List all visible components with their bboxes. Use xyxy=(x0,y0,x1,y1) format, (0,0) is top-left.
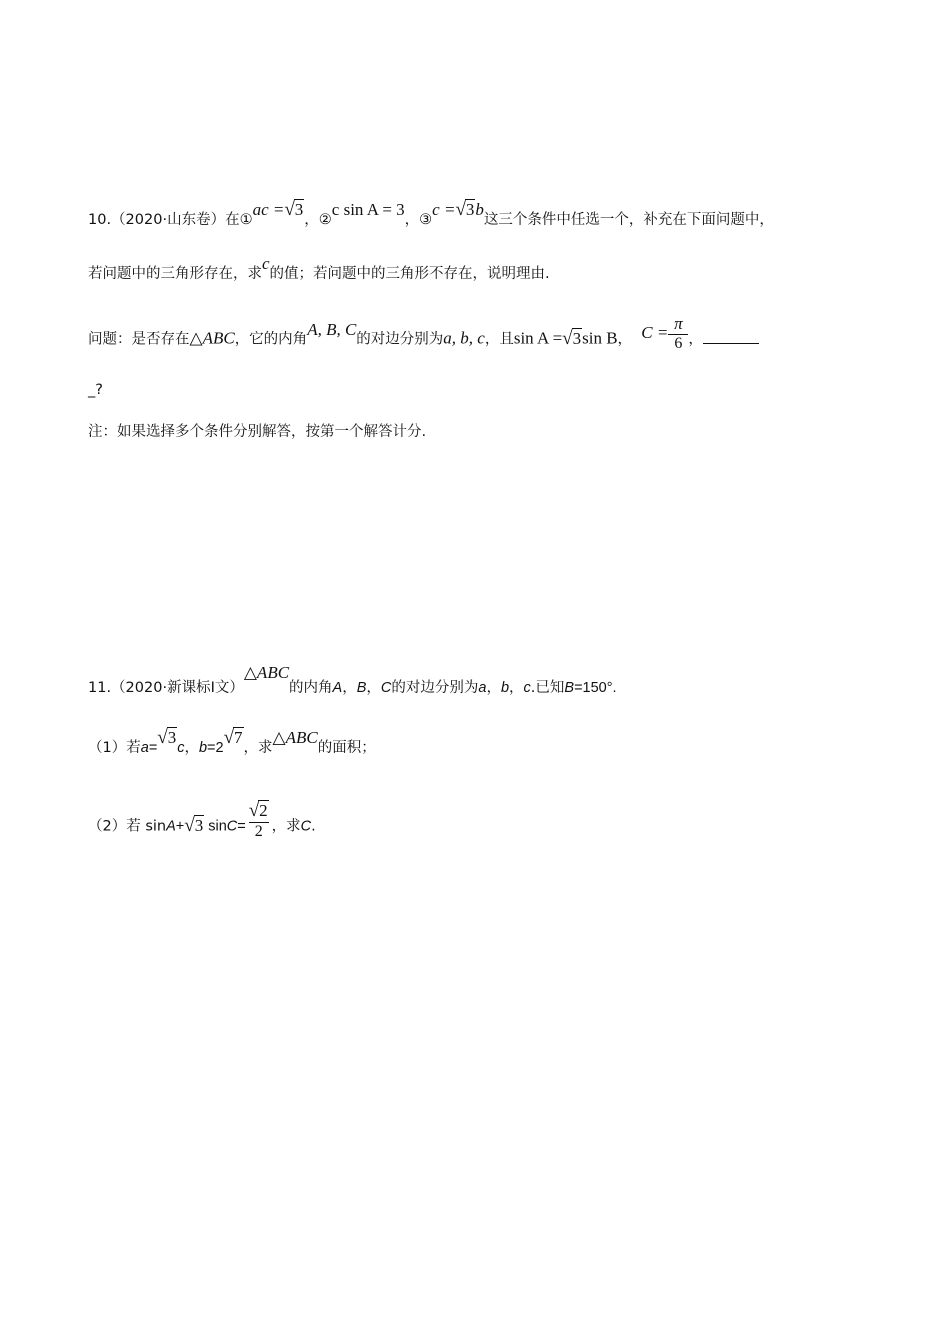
eq: = xyxy=(148,740,158,756)
plus: + xyxy=(175,818,185,835)
blank-continuation: _? xyxy=(88,382,103,398)
comma: ， xyxy=(366,680,381,696)
sin: sin xyxy=(204,818,227,835)
period: . xyxy=(311,818,316,835)
sin-a: sin A = xyxy=(513,328,563,348)
text: .已知 xyxy=(530,680,565,696)
var-C: C xyxy=(226,818,238,835)
q11-part1 xyxy=(88,727,376,758)
eq: = xyxy=(237,818,246,835)
text: 若问题中的三角形存在，求 xyxy=(88,266,262,282)
sqrt-3: √3 xyxy=(157,727,177,748)
var-A: A xyxy=(166,818,176,835)
q10-line3 xyxy=(88,314,759,359)
sep: ，③ xyxy=(404,212,433,228)
sides: a, b, c xyxy=(443,328,485,348)
text: 的内角 xyxy=(289,680,333,696)
sin-b: sin B xyxy=(582,328,618,348)
c-eq: C = xyxy=(641,322,669,342)
note-text: 注：如果选择多个条件分别解答，按第一个解答计分. xyxy=(88,424,427,440)
var-C: C xyxy=(300,818,312,835)
triangle-abc: △ABC xyxy=(272,728,318,747)
text: （2）若 sin xyxy=(88,818,167,835)
comma: ， xyxy=(688,331,703,348)
text: ，它的内角 xyxy=(234,331,308,348)
text: （1）若 xyxy=(88,740,141,756)
text: 问题：是否存在 xyxy=(88,331,190,348)
var-A: A xyxy=(332,680,343,696)
var-C: C xyxy=(380,680,392,696)
q10-line4 xyxy=(88,382,103,398)
var-c: c xyxy=(262,254,270,273)
text: 的值；若问题中的三角形不存在，说明理由. xyxy=(269,266,550,282)
comma: ， xyxy=(184,740,199,756)
var-a: a xyxy=(478,680,487,696)
q10-line2 xyxy=(88,254,550,283)
triangle-abc: △ABC xyxy=(243,663,290,682)
q10-prefix: 10.（2020·山东卷）在① xyxy=(88,212,253,228)
comma: ， xyxy=(342,680,357,696)
q10-line1 xyxy=(88,199,774,230)
text: ，且 xyxy=(484,331,514,348)
sqrt-3: √3 xyxy=(562,327,582,349)
q11-prefix: 11.（2020·新课标Ⅰ文） xyxy=(88,680,244,696)
cond1-math: ac = xyxy=(252,200,285,219)
comma: ， xyxy=(509,680,524,696)
q11-line1 xyxy=(88,663,617,697)
comma: ， xyxy=(486,680,501,696)
var-c: c xyxy=(177,740,185,756)
pi-over-6: $\frac{\pi}{6}$ xyxy=(668,314,688,353)
text: 的面积； xyxy=(317,740,376,756)
var-b: b xyxy=(198,740,208,756)
sqrt-7: √7 xyxy=(223,727,243,748)
triangle-abc: △ABC xyxy=(189,328,235,348)
text: 这三个条件中任选一个，补充在下面问题中， xyxy=(483,212,774,228)
text: ，求 xyxy=(243,740,273,756)
text: ，求 xyxy=(271,818,301,835)
q11-part2 xyxy=(88,800,316,847)
angles: A, B, C xyxy=(307,319,357,339)
var-B: B xyxy=(564,680,575,696)
sep: ，② xyxy=(304,212,332,228)
comma: ， xyxy=(617,331,633,348)
text: 的对边分别为 xyxy=(391,680,479,696)
cond2-math: c sin A = 3 xyxy=(331,200,405,219)
sqrt-3: √3 xyxy=(184,814,204,836)
var-a: a xyxy=(140,740,149,756)
b-value: =2 xyxy=(207,740,224,756)
q10-note xyxy=(88,420,426,441)
var-c: c xyxy=(523,680,531,696)
sqrt2-over-2: $\frac{√2}{2}$ xyxy=(248,800,268,840)
cond3-math: c = xyxy=(432,200,456,219)
var-b: b xyxy=(500,680,510,696)
b-value: =150°. xyxy=(574,680,617,696)
sqrt-3: √3 xyxy=(455,199,475,220)
sqrt-3: √3 xyxy=(284,199,304,220)
answer-blank[interactable] xyxy=(703,327,759,344)
var-B: B xyxy=(356,680,367,696)
text: 的对边分别为 xyxy=(356,331,444,348)
var-b: b xyxy=(475,200,484,219)
